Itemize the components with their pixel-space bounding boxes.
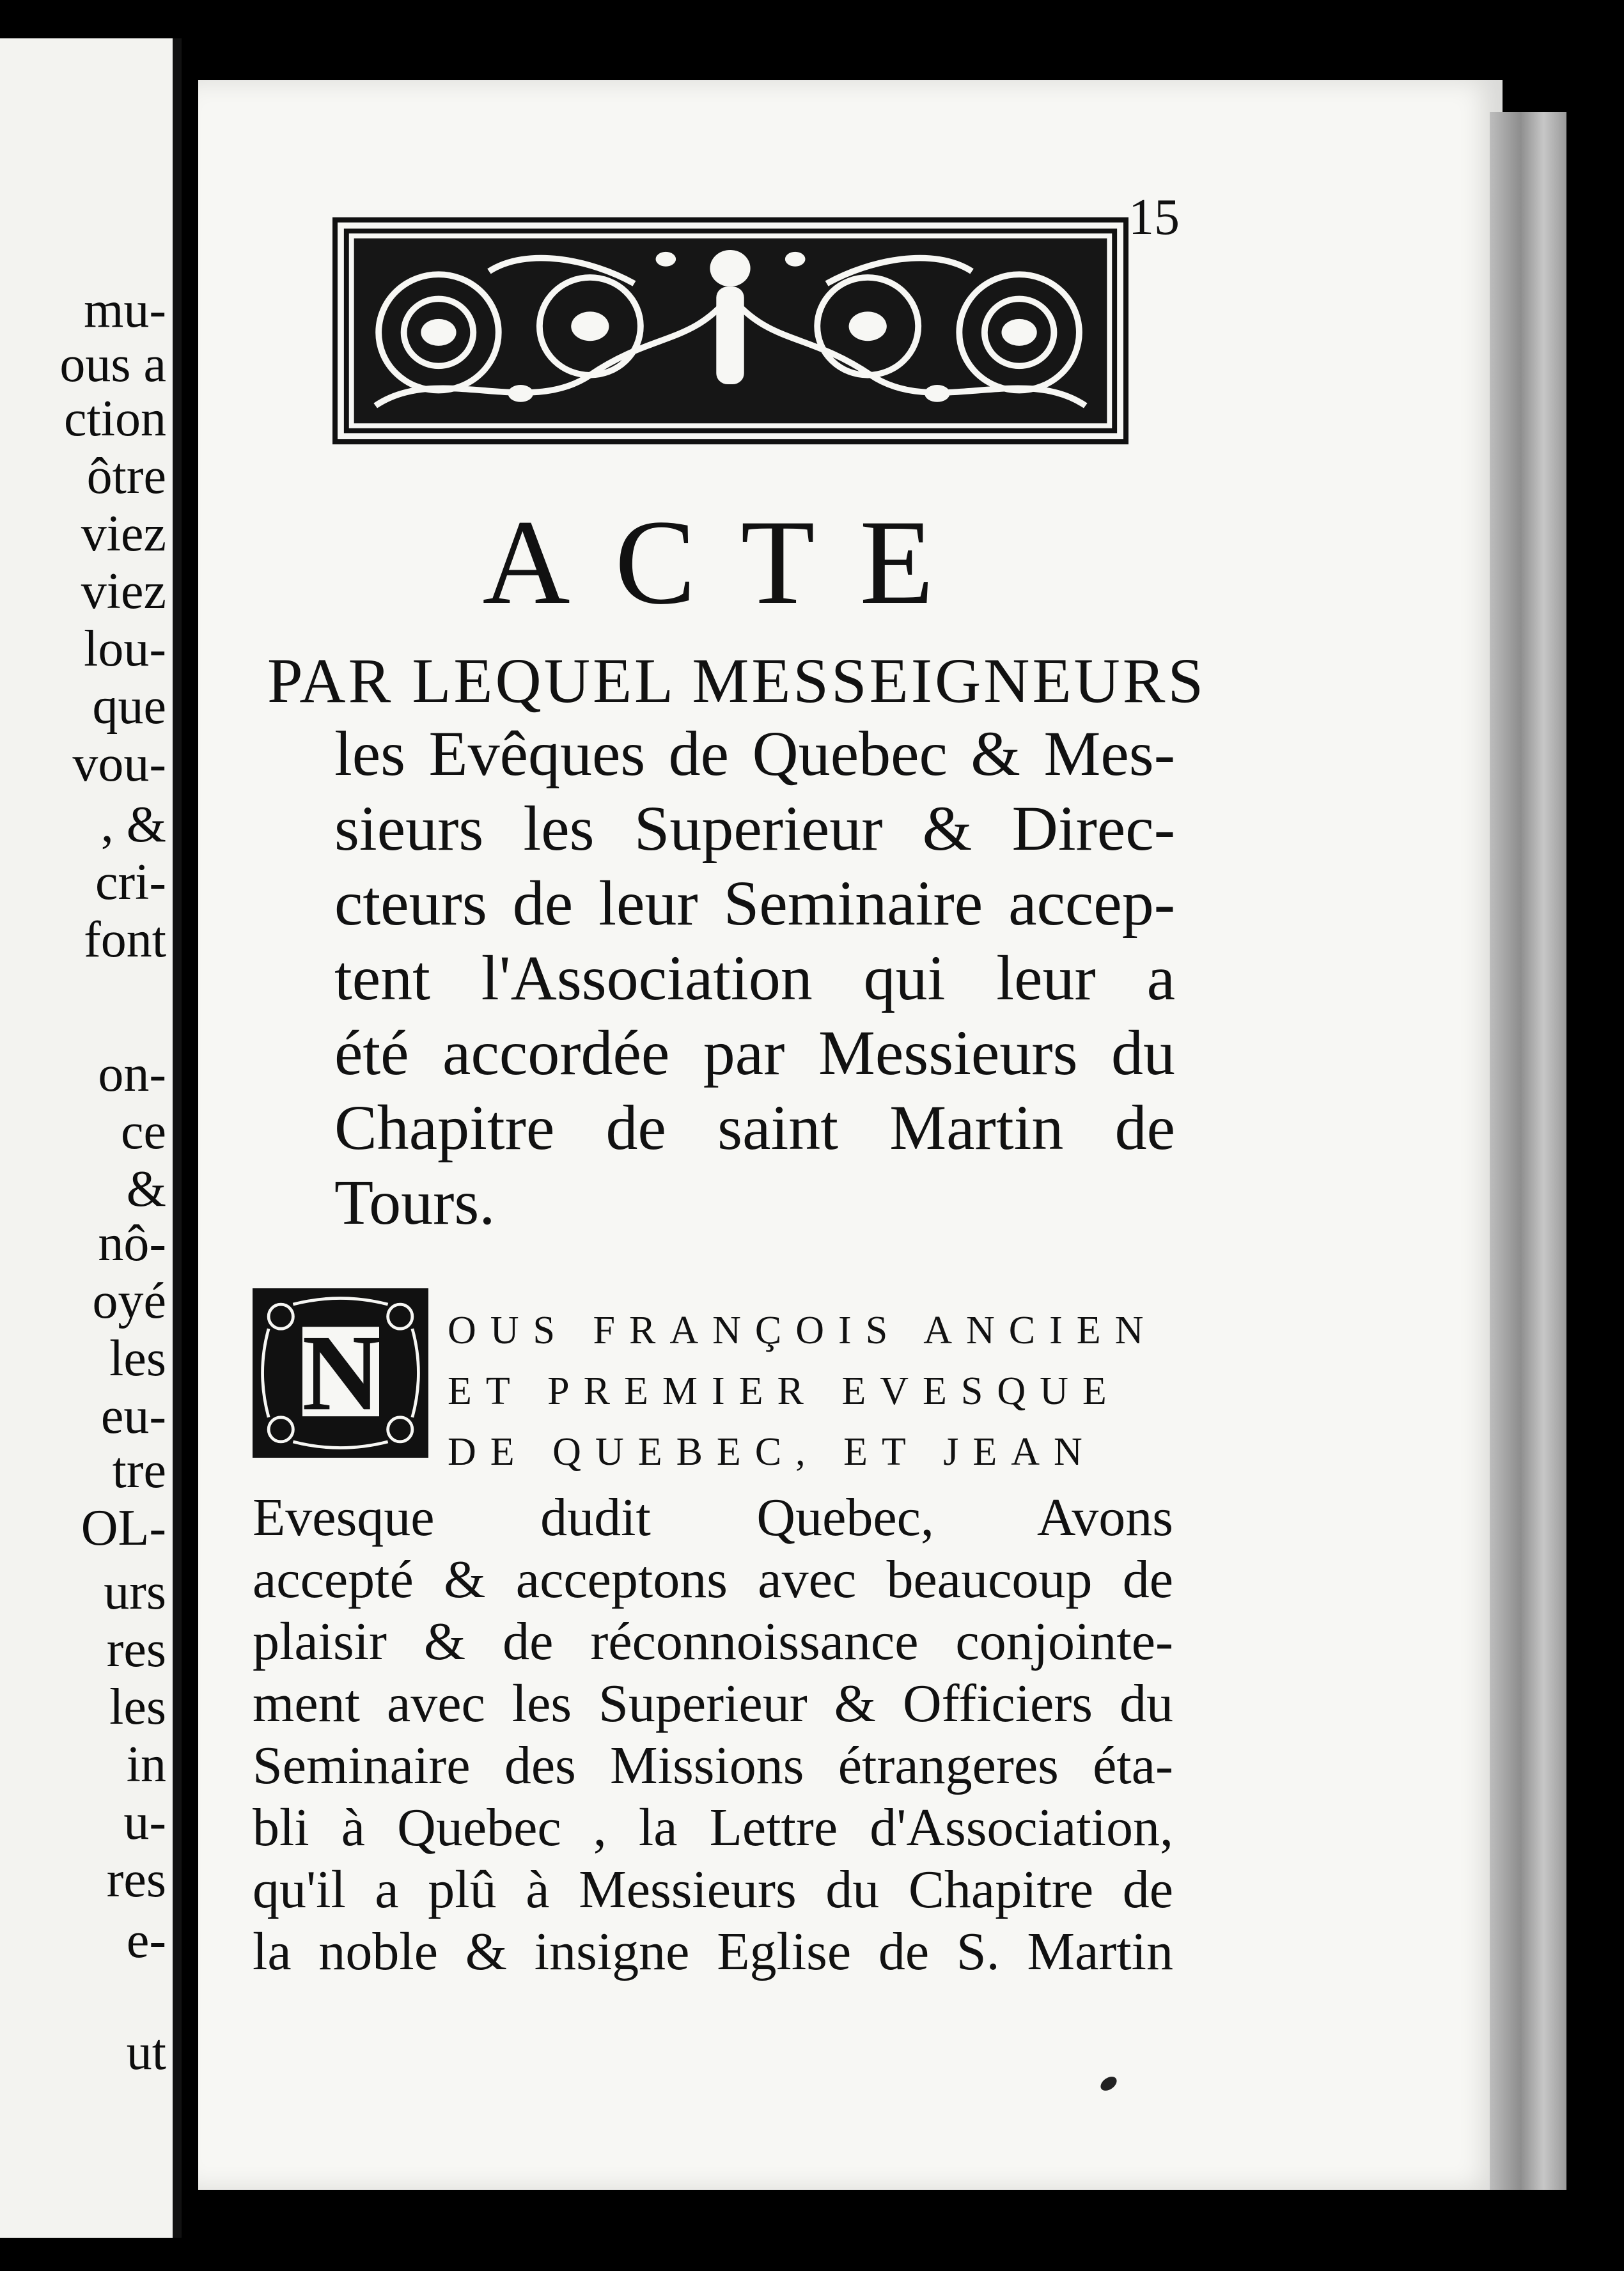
left-page-line: lou-	[84, 621, 166, 677]
left-facing-page	[0, 38, 182, 2238]
left-page-line: e-	[126, 1912, 166, 1969]
heading-line: les Evêques de Quebec & Mes-	[334, 718, 1175, 789]
body-line: ment avec les Superieur & Officiers du	[253, 1674, 1173, 1733]
body-line: la noble & insigne Eglise de S. Martin	[253, 1922, 1173, 1981]
left-page-line: in	[126, 1736, 166, 1793]
left-page-line: ôtre	[86, 448, 166, 504]
heading-line: Chapitre de saint Martin de	[334, 1092, 1175, 1163]
left-page-line: u-	[123, 1794, 166, 1850]
left-page-line: , &	[100, 797, 166, 853]
small-caps-line: DE QUEBEC, ET JEAN	[448, 1430, 1097, 1474]
left-page-line: nô-	[98, 1215, 166, 1272]
floral-ornament-icon	[338, 222, 1123, 439]
left-page-line: res	[106, 1852, 166, 1908]
heading-line: cteurs de leur Seminaire accep-	[334, 868, 1175, 939]
body-line: Evesque dudit Quebec, Avons	[253, 1488, 1173, 1547]
page-number: 15	[1128, 189, 1180, 246]
ornamental-headpiece	[332, 217, 1128, 444]
left-page-line: tre	[112, 1442, 166, 1499]
heading-line: été accordée par Messieurs du	[334, 1017, 1175, 1088]
left-page-line: viez	[81, 506, 166, 562]
left-page-line: oyé	[92, 1273, 166, 1329]
body-line: bli à Quebec , la Lettre d'Association,	[253, 1798, 1173, 1857]
left-page-line: eu-	[100, 1388, 166, 1444]
body-text	[253, 1487, 1173, 1983]
left-page-line: OL-	[81, 1500, 166, 1556]
left-page-line: viez	[81, 563, 166, 620]
left-page-line: les	[109, 1679, 166, 1735]
left-page-line: cri-	[95, 854, 166, 910]
heading-line: Tours.	[334, 1167, 496, 1238]
left-page-line: que	[92, 678, 166, 735]
small-caps-line: ET PREMIER EVESQUE	[448, 1370, 1121, 1413]
left-page-line: font	[84, 912, 166, 968]
left-page-line: urs	[104, 1564, 166, 1620]
left-page-line: ous a	[59, 336, 166, 393]
document-heading	[267, 645, 1206, 1240]
heading-continuation	[334, 716, 1175, 1240]
ornamental-drop-cap	[253, 1288, 428, 1458]
heading-line: sieurs les Superieur & Direc-	[334, 793, 1175, 864]
left-page-line: ce	[120, 1104, 166, 1160]
small-caps-line: OUS FRANÇOIS ANCIEN	[448, 1309, 1158, 1352]
body-line: Seminaire des Missions étrangeres éta-	[253, 1736, 1173, 1795]
heading-first-line: PAR LEQUEL MESSEIGNEURS	[267, 645, 1206, 716]
heading-line: tent l'Association qui leur a	[334, 942, 1175, 1013]
left-page-line: vou-	[72, 736, 166, 792]
page-edges	[1490, 112, 1566, 2190]
left-page-line: res	[106, 1621, 166, 1678]
left-page-line: les	[109, 1331, 166, 1387]
left-page-line: ut	[126, 2024, 166, 2080]
left-page-line: mu-	[84, 282, 166, 338]
body-line: qu'il a plû à Messieurs du Chapitre de	[253, 1860, 1173, 1919]
body-line: accepté & acceptons avec beaucoup de	[253, 1550, 1173, 1609]
drop-cap-letter: N	[302, 1312, 381, 1433]
page-title: ACTE	[482, 496, 979, 630]
left-page-line: &	[126, 1161, 166, 1217]
left-page-line: ction	[64, 391, 166, 447]
body-line: plaisir & de réconnoissance conjointe-	[253, 1612, 1173, 1671]
left-page-line: on-	[98, 1046, 166, 1102]
